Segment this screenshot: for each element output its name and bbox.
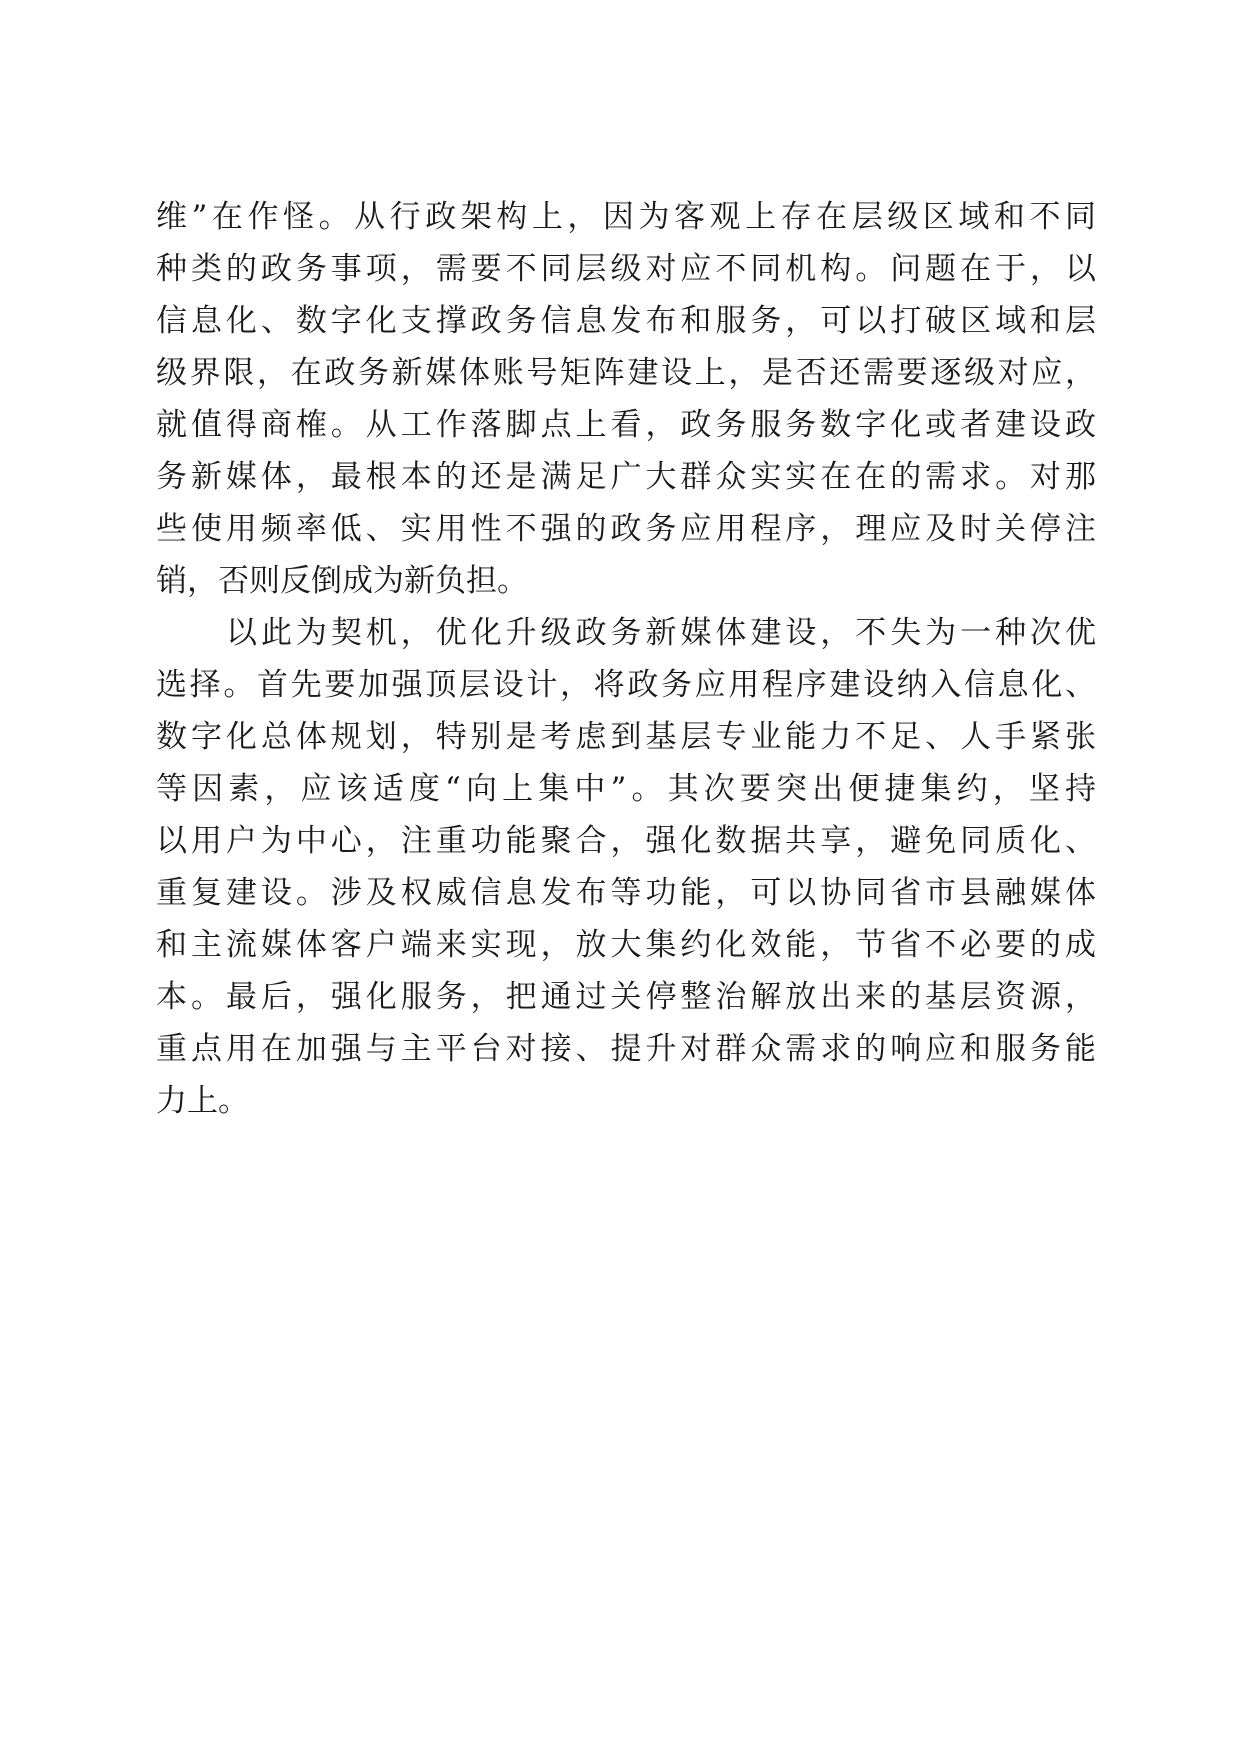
text-line: 种类的政务事项，需要不同层级对应不同机构。问题在于，以 <box>156 251 1096 287</box>
text-line: 和主流媒体客户端来实现，放大集约化效能，节省不必要的成 <box>156 927 1096 963</box>
text-line: 维”在作怪。从行政架构上，因为客观上存在层级区域和不同 <box>156 199 1096 235</box>
text-line: 本。最后，强化服务，把通过关停整治解放出来的基层资源， <box>156 979 1096 1015</box>
text-line: 选择。首先要加强顶层设计，将政务应用程序建设纳入信息化、 <box>156 667 1096 703</box>
text-line: 以此为契机，优化升级政务新媒体建设，不失为一种次优 <box>226 615 1096 651</box>
text-line: 以用户为中心，注重功能聚合，强化数据共享，避免同质化、 <box>156 823 1096 859</box>
text-line: 等因素，应该适度“向上集中”。其次要突出便捷集约，坚持 <box>156 771 1096 807</box>
text-line: 数字化总体规划，特别是考虑到基层专业能力不足、人手紧张 <box>156 719 1096 755</box>
text-line: 销，否则反倒成为新负担。 <box>156 563 528 599</box>
text-line: 信息化、数字化支撑政务信息发布和服务，可以打破区域和层 <box>156 303 1096 339</box>
text-line: 重复建设。涉及权威信息发布等功能，可以协同省市县融媒体 <box>156 875 1096 911</box>
text-line: 些使用频率低、实用性不强的政务应用程序，理应及时关停注 <box>156 511 1096 547</box>
text-line: 就值得商榷。从工作落脚点上看，政务服务数字化或者建设政 <box>156 407 1096 443</box>
paragraph-2 <box>156 610 1096 1124</box>
text-line: 力上。 <box>156 1083 249 1119</box>
paragraph-1 <box>156 194 1096 604</box>
text-line: 务新媒体，最根本的还是满足广大群众实实在在的需求。对那 <box>156 459 1096 495</box>
text-line: 重点用在加强与主平台对接、提升对群众需求的响应和服务能 <box>156 1031 1096 1067</box>
body-text <box>156 194 1096 1130</box>
text-line: 级界限，在政务新媒体账号矩阵建设上，是否还需要逐级对应， <box>156 355 1096 391</box>
